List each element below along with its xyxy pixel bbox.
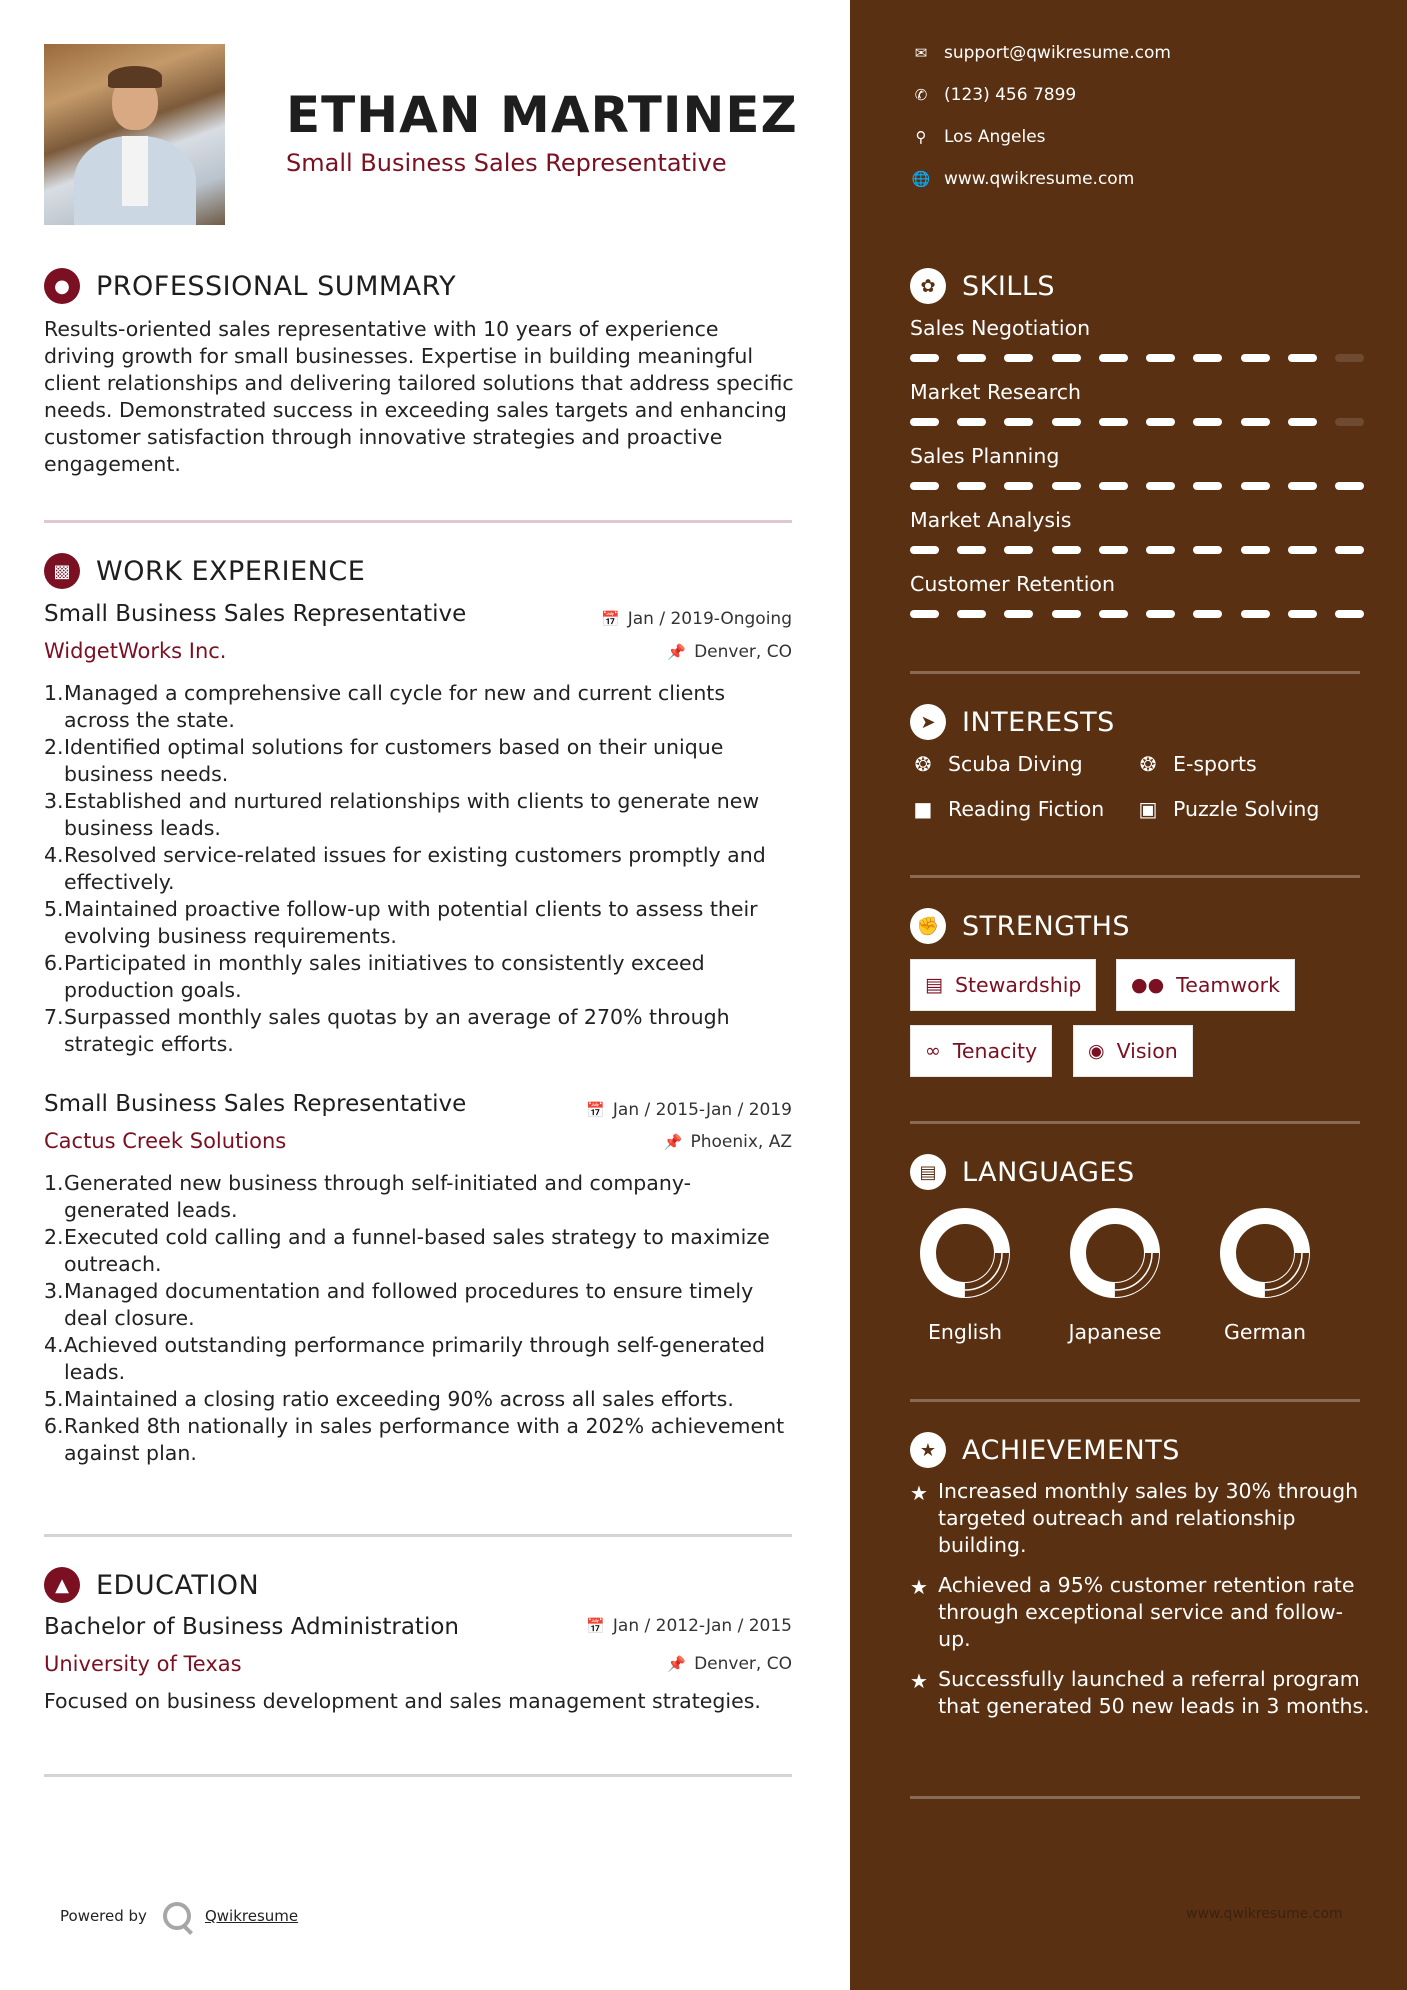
job-title: Small Business Sales Representative (44, 601, 467, 627)
interest-item: ▣ Puzzle Solving (1135, 797, 1319, 821)
users-icon: ●● (1131, 974, 1165, 996)
strength-tag: ◉ Vision (1073, 1025, 1193, 1077)
shooting-star-icon: ★ (910, 1575, 928, 1599)
language-level-ring (1068, 1206, 1162, 1300)
graduation-cap-icon: ▲ (44, 1567, 80, 1603)
list-item: 3. Managed documentation and followed procedures to ensure timely deal closure. (44, 1279, 754, 1330)
qwikresume-link[interactable]: Qwikresume (204, 1907, 299, 1925)
pin-icon: 📌 (667, 643, 687, 661)
profile-photo (44, 44, 225, 225)
strengths-heading: ✊ STRENGTHS (910, 908, 1130, 944)
summary-heading: ● PROFESSIONAL SUMMARY (44, 268, 456, 304)
education-description: Focused on business development and sales management strategies. (44, 1689, 761, 1713)
divider (910, 671, 1360, 674)
list-item: 2. Executed cold calling and a funnel-based sales strategy to maximize outreach. (44, 1225, 770, 1276)
list-item: 5. Maintained proactive follow-up with potential clients to assess their evolving business requirements. (44, 897, 758, 948)
school-name: University of Texas (44, 1652, 242, 1676)
achievements-heading: ★ ACHIEVEMENTS (910, 1432, 1180, 1468)
list-item: 4. Achieved outstanding performance primarily through self-generated leads. (44, 1333, 765, 1384)
watermark: www.qwikresume.com (1186, 1906, 1343, 1922)
divider (910, 1121, 1360, 1124)
paper-plane-icon: ➤ (910, 704, 946, 740)
skill-level-bar (910, 482, 1364, 490)
company-name: Cactus Creek Solutions (44, 1129, 287, 1153)
job-duties-list (44, 1170, 796, 1467)
education-dates: 📅 Jan / 2012-Jan / 2015 (586, 1616, 792, 1636)
pin-icon: 📌 (667, 1655, 687, 1673)
list-item: 1. Generated new business through self-initiated and company-generated leads. (44, 1171, 692, 1222)
star-icon: ★ (910, 1432, 946, 1468)
map-pin-icon: ⚲ (915, 128, 927, 146)
skill-name: Market Analysis (910, 508, 1072, 532)
skill-level-bar (910, 610, 1364, 618)
chair-icon: ▩ (44, 553, 80, 589)
degree-title: Bachelor of Business Administration (44, 1614, 459, 1640)
job-duties-list (44, 680, 796, 1058)
language-name: Japanese (1068, 1320, 1162, 1344)
sidebar (850, 0, 1407, 1990)
interest-item: ❂ E-sports (1135, 752, 1257, 776)
list-item: 7. Surpassed monthly sales quotas by an average of 270% through strategic efforts. (44, 1005, 730, 1056)
fist-icon: ✊ (910, 908, 946, 944)
languages-heading: ▤ LANGUAGES (910, 1154, 1135, 1190)
calendar-icon: 📅 (586, 1101, 605, 1119)
job-location: 📌 Phoenix, AZ (663, 1132, 792, 1152)
envelope-icon: ✉ (914, 44, 928, 62)
strength-tag: ∞ Tenacity (910, 1025, 1052, 1077)
achievement-item: ★ Successfully launched a referral program that generated 50 new leads in 3 months. (910, 1667, 1370, 1718)
list-item: 2. Identified optimal solutions for customers based on their unique business needs. (44, 735, 724, 786)
lightbulb-icon: ✿ (910, 268, 946, 304)
list-item: 3. Established and nurtured relationships with clients to generate new business leads. (44, 789, 760, 840)
interest-item: ❂ Scuba Diving (910, 752, 1083, 776)
language-icon: ▤ (910, 1154, 946, 1190)
job-location: 📌 Denver, CO (667, 642, 792, 662)
globe-icon: 🌐 (911, 170, 931, 188)
list-item: 4. Resolved service-related issues for existing customers promptly and effectively. (44, 843, 766, 894)
job-dates: 📅 Jan / 2019-Ongoing (601, 609, 792, 629)
divider (910, 1399, 1360, 1402)
skill-name: Sales Planning (910, 444, 1060, 468)
contact-email[interactable]: ✉ support@qwikresume.com (910, 43, 1171, 63)
phone-icon: ✆ (914, 86, 928, 104)
life-ring-icon: ❂ (914, 752, 932, 776)
contact-website[interactable]: 🌐 www.qwikresume.com (911, 169, 1135, 189)
list-item: 6. Participated in monthly sales initiatives to consistently exceed production goals. (44, 951, 705, 1002)
interests-heading: ➤ INTERESTS (910, 704, 1115, 740)
skills-heading: ✿ SKILLS (910, 268, 1055, 304)
contact-location: ⚲ Los Angeles (910, 127, 1046, 147)
divider (910, 875, 1360, 878)
education-heading: ▲ EDUCATION (44, 1567, 259, 1603)
strength-tag: ▤ Stewardship (910, 959, 1096, 1011)
education-location: 📌 Denver, CO (667, 1654, 792, 1674)
summary-text: Results-oriented sales representative with 10 years of experience driving growth for small businesses. Expertise in building meaningful client relationships and delivering tailored solutions that address specific needs. Demonstrated success in exceeding sales targets and enhancing customer satisfaction through innovative strategies and proactive engagement. (44, 317, 794, 476)
skill-level-bar (910, 546, 1364, 554)
gamepad-icon: ■ (913, 797, 933, 821)
shooting-star-icon: ★ (910, 1481, 928, 1505)
life-ring-icon: ❂ (1139, 752, 1157, 776)
list-item: 6. Ranked 8th nationally in sales performance with a 202% achievement against plan. (44, 1414, 785, 1465)
user-icon: ● (44, 268, 80, 304)
pin-icon: 📌 (663, 1133, 683, 1151)
language-item (910, 1206, 1020, 1344)
language-name: German (1223, 1320, 1307, 1344)
candidate-name: ETHAN MARTINEZ (286, 86, 798, 144)
book-icon: ▣ (1138, 797, 1158, 821)
achievement-item: ★ Increased monthly sales by 30% through targeted outreach and relationship building. (910, 1479, 1359, 1557)
company-name: WidgetWorks Inc. (44, 639, 227, 663)
skill-name: Market Research (910, 380, 1082, 404)
job-title: Small Business Sales Representative (44, 1091, 467, 1117)
calendar-icon: 📅 (601, 610, 620, 628)
qwikresume-logo-icon (163, 1902, 191, 1930)
skill-level-bar (910, 354, 1364, 362)
language-item (1210, 1206, 1320, 1344)
divider (910, 1796, 1360, 1799)
skill-name: Customer Retention (910, 572, 1115, 596)
divider (44, 1534, 792, 1537)
language-level-ring (918, 1206, 1012, 1300)
binoculars-icon: ◉ (1088, 1040, 1105, 1062)
powered-by: Powered by Qwikresume (60, 1902, 298, 1930)
briefcase-icon: ▤ (925, 974, 943, 996)
language-level-ring (1218, 1206, 1312, 1300)
calendar-icon: 📅 (586, 1617, 605, 1635)
work-experience-heading: ▩ WORK EXPERIENCE (44, 553, 365, 589)
language-name: English (927, 1320, 1003, 1344)
achievement-item: ★ Achieved a 95% customer retention rate through exceptional service and follow-up. (910, 1573, 1355, 1651)
language-item (1060, 1206, 1170, 1344)
interest-item: ■ Reading Fiction (910, 797, 1104, 821)
skill-level-bar (910, 418, 1364, 426)
candidate-title: Small Business Sales Representative (286, 149, 727, 177)
divider (44, 1774, 792, 1777)
list-item: 1. Managed a comprehensive call cycle for new and current clients across the state. (44, 681, 726, 732)
divider (44, 520, 792, 523)
link-icon: ∞ (925, 1040, 941, 1062)
strength-tag: ●● Teamwork (1116, 959, 1295, 1011)
job-dates: 📅 Jan / 2015-Jan / 2019 (586, 1100, 792, 1120)
shooting-star-icon: ★ (910, 1669, 928, 1693)
skill-name: Sales Negotiation (910, 316, 1091, 340)
contact-phone[interactable]: ✆ (123) 456 7899 (910, 85, 1076, 105)
list-item: 5. Maintained a closing ratio exceeding 90% across all sales efforts. (44, 1387, 734, 1411)
